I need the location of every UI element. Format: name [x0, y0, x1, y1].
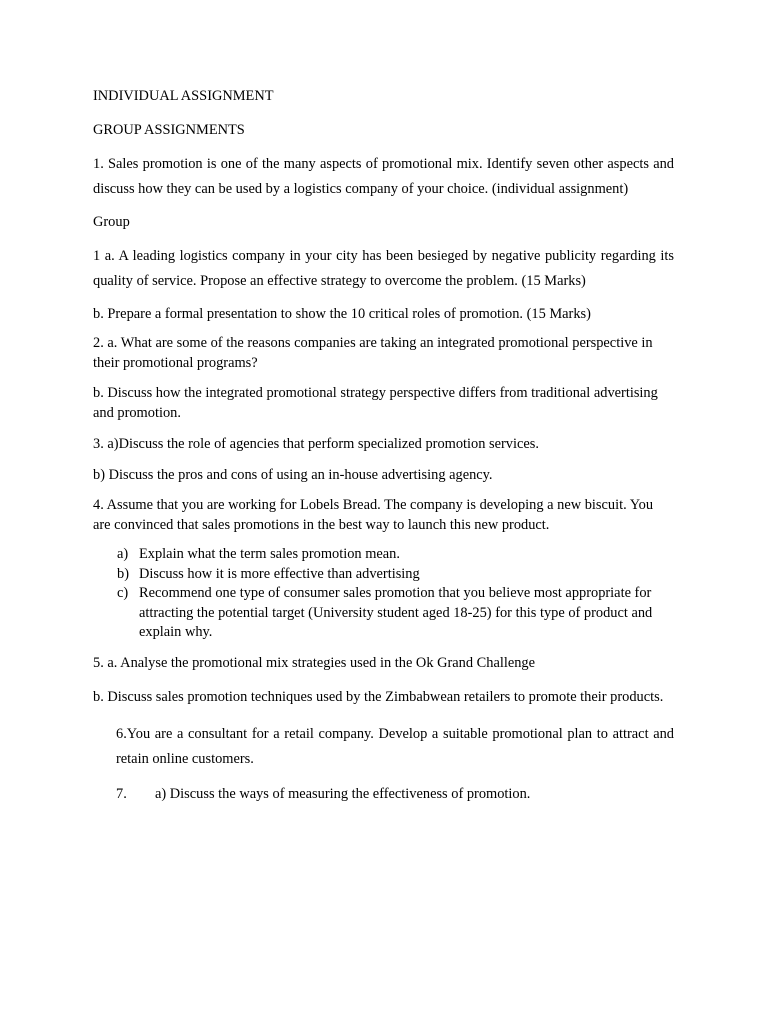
question-3a: 3. a)Discuss the role of agencies that perform specialized promotion services. — [93, 436, 539, 452]
question-1-individual: 1. Sales promotion is one of the many aspects of promotional mix. Identify seven other aspects and discuss how they can be used by a logistics company of your choice. (individual assignment) — [93, 156, 674, 197]
question-2a: 2. a. What are some of the reasons companies are taking an integrated promotional perspective in their promotional programs? — [93, 335, 653, 371]
question-4: 4. Assume that you are working for Lobels Bread. The company is developing a new biscuit. You are convinced that sales promotions in the best way to launch this new product. — [93, 497, 654, 533]
question-7-text: a) Discuss the ways of measuring the effectiveness of promotion. — [155, 785, 531, 802]
list-marker: c) — [117, 585, 129, 601]
list-marker: a) — [117, 546, 129, 562]
question-5b: b. Discuss sales promotion techniques used by the Zimbabwean retailers to promote their products. — [93, 688, 664, 705]
question-6: 6.You are a consultant for a retail company. Develop a suitable promotional plan to attract and retain online customers. — [116, 725, 674, 767]
group-label: Group — [93, 214, 130, 230]
document-title: INDIVIDUAL ASSIGNMENT — [93, 88, 274, 104]
list-item-text: Recommend one type of consumer sales promotion that you believe most appropriate for attracting the potential target (University student aged 18-25) for this type of product and explain why. — [139, 585, 653, 640]
list-item — [93, 584, 674, 643]
question-7-number: 7. — [116, 785, 127, 802]
list-item-text: Explain what the term sales promotion mean. — [139, 546, 400, 562]
list-item-text: Discuss how it is more effective than advertising — [139, 565, 420, 582]
question-1a: 1 a. A leading logistics company in your city has been besieged by negative publicity regarding its quality of service. Propose an effective strategy to overcome the problem. (15 Marks) — [93, 248, 674, 289]
document-subtitle: GROUP ASSIGNMENTS — [93, 122, 245, 138]
list-item — [93, 565, 674, 585]
document-page — [93, 86, 674, 804]
question-4-subitems — [93, 545, 674, 643]
question-2b: b. Discuss how the integrated promotional strategy perspective differs from traditional advertising and promotion. — [93, 385, 658, 421]
question-5a: 5. a. Analyse the promotional mix strategies used in the Ok Grand Challenge — [93, 654, 536, 671]
question-1b: b. Prepare a formal presentation to show the 10 critical roles of promotion. (15 Marks) — [93, 306, 591, 322]
list-marker: b) — [117, 565, 129, 582]
question-3b: b) Discuss the pros and cons of using an in-house advertising agency. — [93, 467, 493, 483]
question-7 — [93, 784, 674, 804]
list-item — [93, 545, 674, 565]
